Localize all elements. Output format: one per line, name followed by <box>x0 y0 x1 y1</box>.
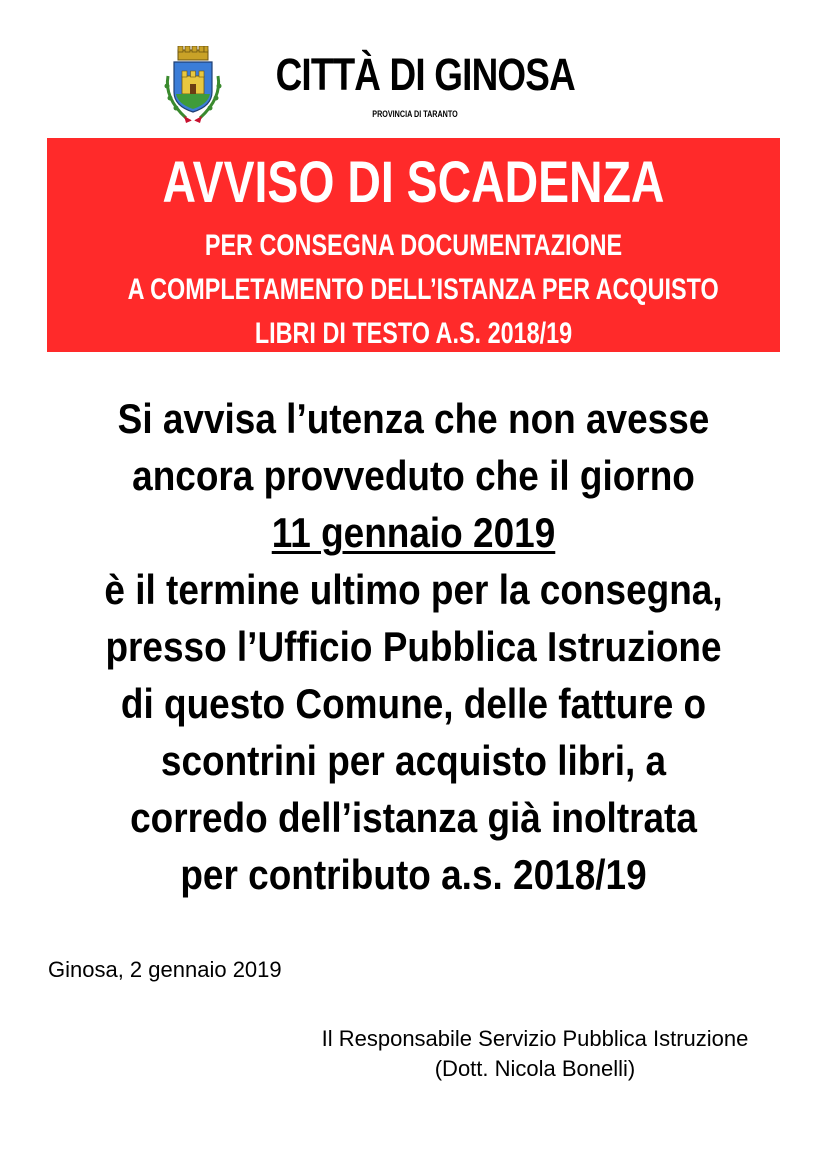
document-header <box>0 40 827 130</box>
banner-subtitle-line: LIBRI DI TESTO A.S. 2018/19 <box>254 317 573 350</box>
notice-line: Si avvisa l’utenza che non avesse <box>117 395 710 442</box>
municipal-crest-icon <box>160 46 226 124</box>
signatory-role: Il Responsabile Servizio Pubblica Istruzione <box>321 1026 749 1051</box>
deadline-date <box>50 504 778 561</box>
notice-body <box>0 390 827 903</box>
deadline-date-text: 11 gennaio 2019 <box>271 509 556 556</box>
province-label: PROVINCIA DI TARANTO <box>372 109 458 119</box>
notice-line: è il termine ultimo per la consegna, <box>104 566 723 613</box>
city-name: CITTÀ DI GINOSA <box>275 49 575 100</box>
notice-line: presso l’Ufficio Pubblica Istruzione <box>105 623 722 670</box>
notice-line: scontrini per acquisto libri, a <box>160 737 667 784</box>
notice-line: corredo dell’istanza già inoltrata <box>130 794 697 841</box>
notice-line: di questo Comune, delle fatture o <box>120 680 707 727</box>
banner-subtitle-line: A COMPLETAMENTO DELL’ISTANZA PER ACQUISTO <box>127 273 719 306</box>
signature-block <box>290 1024 780 1084</box>
banner-subtitle-line: PER CONSEGNA DOCUMENTAZIONE <box>204 229 623 262</box>
banner-title: AVVISO DI SCADENZA <box>162 150 665 215</box>
notice-line: per contributo a.s. 2018/19 <box>180 851 647 898</box>
deadline-banner <box>47 138 780 352</box>
notice-line: ancora provveduto che il giorno <box>132 452 695 499</box>
place-and-date: Ginosa, 2 gennaio 2019 <box>48 957 282 982</box>
signatory-name: (Dott. Nicola Bonelli) <box>434 1056 636 1081</box>
